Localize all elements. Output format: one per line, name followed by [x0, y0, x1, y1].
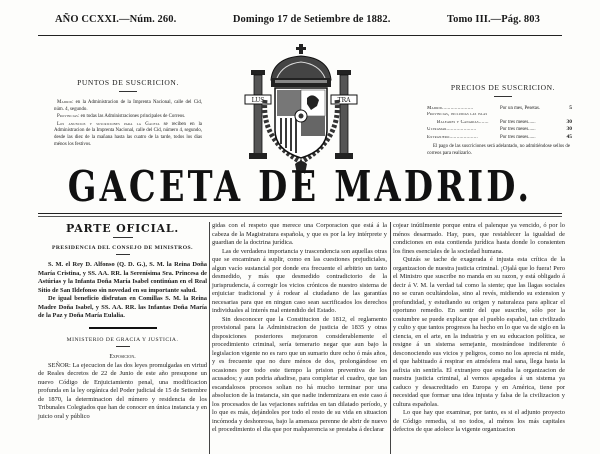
column2-paragraph-1: gidas con el respeto que merece una Corporacion que está á la cabeza de la Magistratura española, y que es por la ley intérprete y guardian de la doctrina jurídica.: [212, 222, 387, 246]
divider: [119, 91, 137, 92]
royal-health-paragraph: S. M. el Rey D. Alfonso (Q. D. G.), S. M. la Reina Doña María Cristina, y SS. AA. RR. la Serenísima Sra. Princesa de Astúrias y la Infanta Doña María Isabel continúan en el Real Sitio de San Ildefonso sin novedad en su importante salud.: [38, 261, 207, 294]
section-title-parte-oficial: PARTE OFICIAL.: [65, 222, 180, 235]
subscription-point-ads: Los anuncios y suscriciones para la Gaceta se reciben en la Administracion de la Imprenta Nacional, calle del Cid, número 4, segundo, desde las diez de la mañana hasta las cuatro de la tarde, todos los dias ménos los festivos.: [54, 121, 202, 147]
subscription-points-title: PUNTOS DE SUSCRICION.: [77, 78, 179, 87]
issue-date: Domingo 17 de Setiembre de 1882.: [232, 14, 391, 25]
price-row-baleares-canarias: Baleares y Canarias....... Por tres meses...... 30: [437, 118, 572, 125]
column-1: [38, 222, 207, 421]
coat-of-arms-icon: [243, 40, 359, 174]
column3-paragraph-3: Lo que hay que examinar, por tanto, es si el adjunto proyecto de Código remedia, si no todos, al ménos los más capitales defectos de que adolece la vigente organizacion: [393, 409, 565, 433]
presidency-heading: PRESIDENCIA DEL CONSEJO DE MINISTROS.: [51, 245, 194, 251]
subscription-prices-title: PRECIOS DE SUSCRICION.: [450, 83, 556, 92]
column-divider: [209, 222, 210, 454]
subscription-point-madrid: Madrid: en la Administracion de la Imprenta Nacional, calle del Cid, núm. 4, segundo.: [54, 100, 202, 112]
ministry-heading: MINISTERIO DE GRACIA Y JUSTICIA.: [66, 336, 179, 343]
issue-info-line: [55, 14, 540, 30]
price-row-provinces: Provincias, incluidas las islas: [427, 112, 488, 118]
column3-paragraph-1: cojear inútilmente porque entra el palenque ya vencido, ó por lo ménos desarmado. Hay, pues, que restablecer la igualdad de condiciones en esta contienda jurídica hasta donde lo consienten los fines esenciales de la sociedad humana.: [393, 222, 565, 255]
exposition-heading: Exposicion.: [109, 353, 136, 360]
newspaper-title: GACETA DE MADRID.: [67, 162, 533, 211]
price-row-ultramar: Ultramar..................... Por tres meses...... 30: [427, 126, 572, 133]
section-separator: [89, 327, 157, 329]
column-2: [212, 222, 387, 435]
column-divider: [390, 222, 391, 454]
issue-number: AÑO CCXXI.—Núm. 260.: [55, 14, 177, 25]
coat-of-arms-emblem: [243, 40, 359, 174]
column2-paragraph-3: Sin desconocer que la Constitucion de 1812, el reglamento provisional para la Administracion de justicia de 1835 y otras disposiciones posteriores mejoraron considerablemente el procedimiento criminal, sería temerario negar que aun bajo la legislacion vigente no es raro que un sumario dure ocho ó más años, y es frecuente que no dure ménos de dos, prolongándose en ocasiones por todo este tiempo la prision preventiva de los acusados; y aun podria añadirse, para completar el cuadro, que tan escandalosos procesos solian no há mucho terminar por una absolucion de la instancia, sin que nadie indemnizara en este caso á los procesados de las vejaciones sufridas en tan dilatado período, y lo que es más, dejándoles por todo el resto de su vida en situacion incómoda y deshonrosa, bajo la amenaza perenne de abrir de nuevo el procedimiento el dia que por malquerencia se prestaba á declarar: [212, 315, 387, 433]
title-rule: [38, 213, 562, 217]
exposition-paragraph: SEÑOR: La ejecucion de las dos leyes promulgadas en virtud de Reales decretos de 22 de Junio de este año presupone un nuevo Código de Enjuiciamiento penal, una modificacion profunda en la ley orgánica del Poder judicial de 15 de Setiembre de 1870, la determinacion del número y residencia de los Tribunales Colegiados que han de conocer en única instancia y en juicio oral y público: [38, 361, 207, 420]
svg-text:LUS: LUS: [251, 97, 265, 104]
divider: [116, 346, 130, 347]
header-rule: [38, 35, 562, 36]
divider: [494, 96, 512, 97]
column3-paragraph-2: Quizás se tache de exagerada é injusta esta crítica de la organizacion de nuestra justicia criminal. ¡Ojalá que lo fuera! Pero el Ministro que suscribe no manda en su razon, y está obligado á decir á V. M. la verdad tal como la siente; que las llagas sociales no se curan ocultándolas, sino al revés, midiendo su extension y profundidad, y estudiando su origen y naturaleza para aplicar el oportuno remedio. En sentir del que suscribe, sólo por la costumbre se puede explicar que el pueblo español, tan civilizado y culto y que tantos progresos ha hecho en lo que va de siglo en la ciencia, en el arte, en la industria y en su educacion política, se resigne á un sistema semejante, mostrándose indiferente ó desconociendo sus vicios y peligros, como no los aprecia ni mide, el que habituado á respirar en atmósfera mal sana, llega hasta la asfixia sin sentirla. El extranjero que estudia la organizacion de nuestra justicia criminal, al vernos apegados á un sistema ya caduco y desacreditado en Europa y en América, tiene por necesidad que formar una idea injusta y falsa de la civilizacion y cultura españolas.: [393, 256, 565, 408]
divider: [116, 254, 130, 255]
svg-text:TRA: TRA: [337, 97, 351, 104]
comillas-paragraph: De igual beneficio disfrutan en Comillas S. M. la Reina Madre Doña Isabel, y SS. AA. RR. las Infantas Doña María de la Paz y Doña María Eulalia.: [38, 295, 207, 319]
volume-page: Tomo III.—Pág. 803: [446, 14, 540, 25]
column-3: [393, 222, 565, 435]
divider: [113, 237, 133, 238]
price-row-extranjero: Extranjero.................... Por tres meses...... 45: [427, 133, 572, 140]
payment-note: El pago de las suscriciones será adelantado, no admitiéndose sellos de correos para realizarlo.: [427, 144, 571, 156]
subscription-points-box: [54, 78, 202, 149]
subscription-prices-box: [427, 83, 579, 157]
price-row-madrid: Madrid...................... Por un mes, Pesetas. 5: [427, 105, 572, 111]
column2-paragraph-2: Las de verdadera importancia y trascendencia son aquellas otras que se encaminan á suplir, como en las cuestiones prejudiciales, algun vacío sustancial por donde era frecuente el arbitrio un tanto desmedido, y más que desmedido contradictorio de la jurisprudencia, á corregir los vicios crónicos de nuestro sistema de enjuiciar tradicional y á rodear al ciudadano de las garantías necesarias para que en ningun caso sean sacrificados los derechos individuales al interés mal entendido del Estado.: [212, 247, 387, 314]
subscription-point-provinces: Provincias: en todas las Administraciones principales de Correos.: [57, 114, 186, 120]
